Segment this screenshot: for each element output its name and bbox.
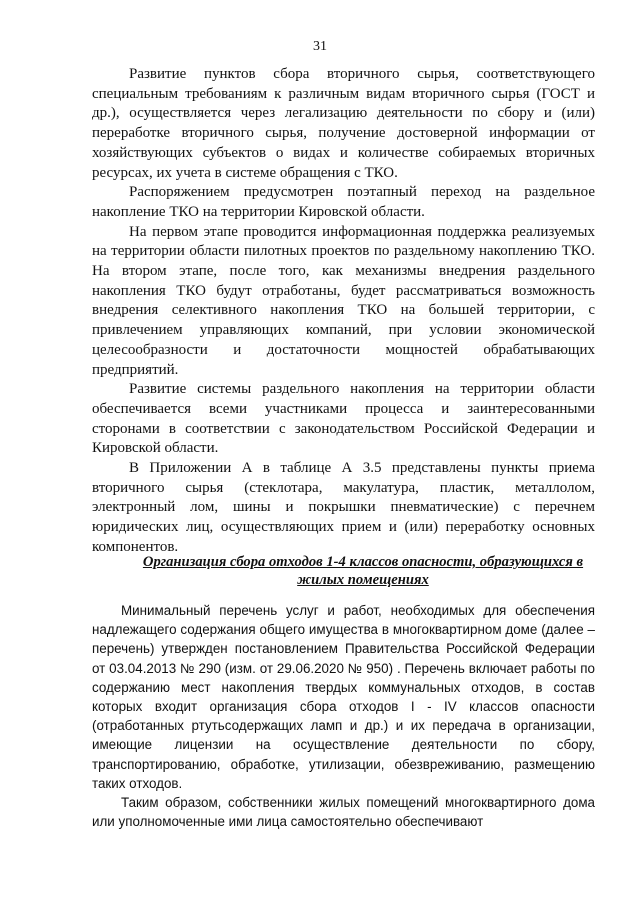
paragraph: На первом этапе проводится информационная поддержка реализуемых на территории области пилотных проектов по раздельному накоплению ТКО. На втором этапе, после того, как механизмы внедрения раздельного накопления ТКО будут отработаны, будет рассматриваться возможность внедрения селективного накопления ТКО на большей территории, с привлечением управляющих компаний, при условии экономической целесообразности и достаточности мощностей обрабатывающих предприятий.	[92, 223, 595, 378]
body-text-bottom	[92, 601, 595, 831]
section-heading: Организация сбора отходов 1-4 классов опасности, образующихся в жилых помещениях	[142, 554, 584, 588]
body-text-top	[92, 65, 595, 558]
paragraph: Распоряжением предусмотрен поэтапный переход на раздельное накопление ТКО на территории Кировской области.	[92, 184, 595, 220]
paragraph: Таким образом, собственники жилых помещений многоквартирного дома или уполномоченные ими лица самостоятельно обеспечивают	[92, 795, 595, 830]
paragraph: Минимальный перечень услуг и работ, необходимых для обеспечения надлежащего содержания общего имущества в многоквартирном доме (далее – перечень) утвержден постановлением Правительства Российской Федерации от 03.04.2013 № 290 (изм. от 29.06.2020 № 950) . Перечень включает работы по содержанию мест накопления твердых коммунальных отходов, в состав которых входит организация сбора отходов I - IV классов опасности (отработанных ртутьсодержащих ламп и др.) и их передача в организации, имеющие лицензии на осуществление деятельности по сбору, транспортированию, обработке, утилизации, обезвреживанию, размещению таких отходов.	[92, 603, 595, 791]
page-number: 31	[313, 39, 327, 54]
paragraph: В Приложении А в таблице А 3.5 представлены пункты приема вторичного сырья (стеклотара, макулатура, пластик, металлолом, электронный лом, шины и покрышки пневматические) с перечнем юридических лиц, осуществляющих прием и (или) переработку основных компонентов.	[92, 460, 595, 555]
paragraph: Развитие системы раздельного накопления на территории области обеспечивается всеми участниками процесса и заинтересованными сторонами в соответствии с законодательством Российской Федерации и Кировской области.	[92, 381, 595, 457]
paragraph: Развитие пунктов сбора вторичного сырья, соответствующего специальным требованиям к различным видам вторичного сырья (ГОСТ и др.), осуществляется через легализацию деятельности по сбору и (или) переработке вторичного сырья, получение достоверной информации от хозяйствующих субъектов о видах и количестве собираемых вторичных ресурсах, их учета в системе обращения с ТКО.	[92, 66, 595, 181]
